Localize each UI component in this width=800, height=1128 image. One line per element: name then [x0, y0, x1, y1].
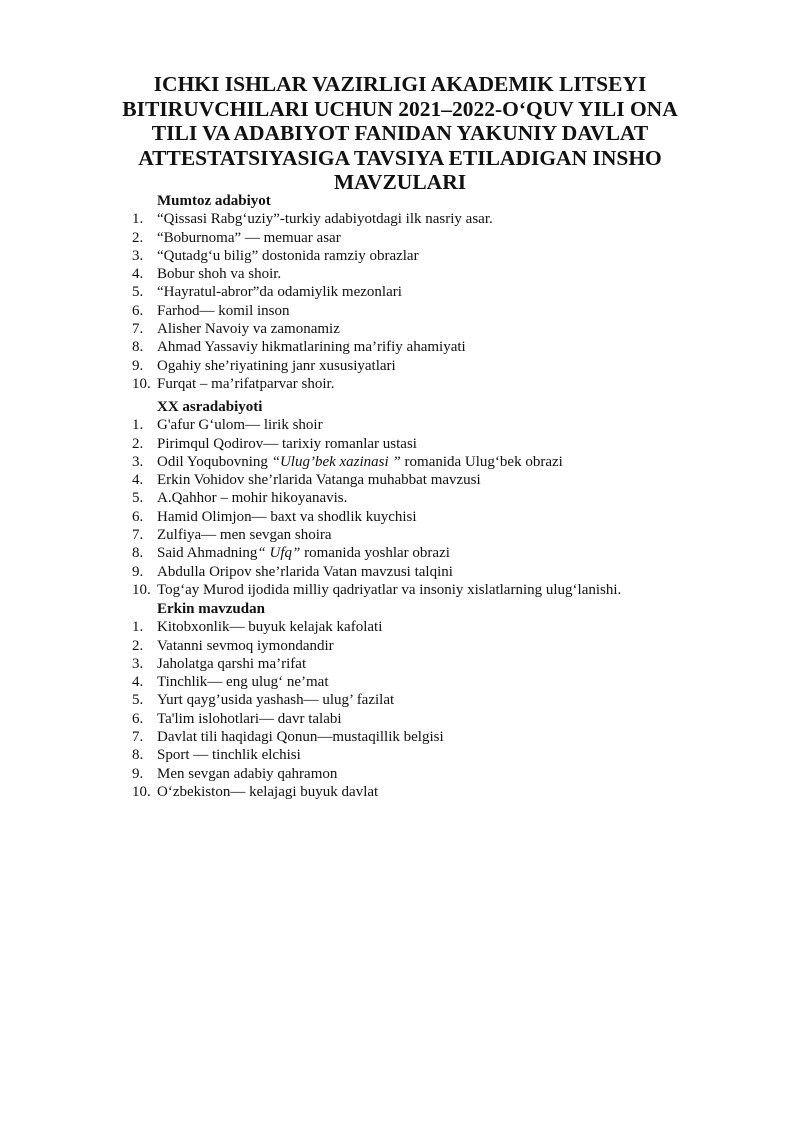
- list-item: [132, 728, 752, 746]
- list-item: [132, 563, 752, 581]
- list-item: [132, 247, 752, 265]
- list-item: [132, 581, 752, 599]
- item-number: 3.: [132, 453, 144, 470]
- list-item: [132, 746, 752, 764]
- item-text: Erkin Vohidov she’rlarida Vatanga muhabbat mavzusi: [157, 472, 481, 489]
- list-item: [132, 453, 752, 471]
- list-item: [132, 302, 752, 320]
- item-number: 4.: [132, 472, 144, 489]
- novel-title: “Ulug’bek xazinasi ”: [271, 453, 401, 470]
- item-number: 6.: [132, 302, 144, 319]
- item-number: 2.: [132, 229, 144, 246]
- document-title: ICHKI ISHLAR VAZIRLIGI AKADEMIK LITSEYI BITIRUVCHILARI UCHUN 2021–2022-O‘QUV YILI ONA TILI VA ADABIYOT FANIDAN YAKUNIY DAVLAT ATTESTATSIYASIGA TAVSIYA ETILADIGAN INSHO MAVZULARI: [122, 72, 678, 194]
- item-number: 5.: [132, 284, 144, 301]
- item-number: 4.: [132, 266, 144, 283]
- section-heading: Erkin mavzudan: [157, 601, 265, 617]
- list-item: [132, 618, 752, 636]
- item-text: Ahmad Yassaviy hikmatlarining ma’rifiy ahamiyati: [157, 339, 466, 356]
- item-text: Yurt qayg’usida yashash— ulug’ fazilat: [157, 692, 395, 709]
- item-text: Alisher Navoiy va zamonamiz: [157, 321, 340, 338]
- list-item: [132, 673, 752, 691]
- section-xx-century-literature: [132, 398, 752, 599]
- item-number: 10.: [132, 581, 151, 598]
- topic-list: [132, 210, 752, 393]
- item-text: Ogahiy she’riyatining janr xususiyatlari: [157, 357, 396, 374]
- item-text: Men sevgan adabiy qahramon: [157, 765, 338, 782]
- list-item: [132, 265, 752, 283]
- item-text-before: Said Ahmadning: [157, 545, 258, 562]
- item-text: A.Qahhor – mohir hikoyanavis.: [157, 490, 348, 507]
- item-number: 7.: [132, 729, 144, 746]
- item-text: Ta'lim islohotlari— davr talabi: [157, 710, 342, 727]
- list-item: [132, 283, 752, 301]
- item-number: 1.: [132, 417, 144, 434]
- item-text: Hamid Olimjon— baxt va shodlik kuychisi: [157, 508, 417, 525]
- item-number: 7.: [132, 527, 144, 544]
- item-text: “Qissasi Rabg‘uziy”-turkiy adabiyotdagi ilk nasriy asar.: [157, 211, 493, 228]
- item-text: Davlat tili haqidagi Qonun—mustaqillik belgisi: [157, 729, 444, 746]
- item-number: 9.: [132, 765, 144, 782]
- item-number: 1.: [132, 619, 144, 636]
- item-number: 2.: [132, 637, 144, 654]
- item-text-before: Odil Yoqubovning: [157, 453, 272, 470]
- item-text: Bobur shoh va shoir.: [157, 266, 282, 283]
- list-item: [132, 338, 752, 356]
- item-text: Furqat – ma’rifatparvar shoir.: [157, 375, 335, 392]
- topic-list: [132, 416, 752, 599]
- section-free-topics: [132, 600, 752, 801]
- list-item: [132, 765, 752, 783]
- item-text: “Boburnoma” — memuar asar: [157, 229, 341, 246]
- item-text: Tinchlik— eng ulug‘ ne’mat: [157, 674, 329, 691]
- item-text: Sport — tinchlik elchisi: [157, 747, 301, 764]
- item-text: “Qutadg‘u bilig” dostonida ramziy obrazlar: [157, 247, 419, 264]
- list-item: [132, 435, 752, 453]
- item-number: 3.: [132, 247, 144, 264]
- list-item: [132, 229, 752, 247]
- item-text: Kitobxonlik— buyuk kelajak kafolati: [157, 619, 383, 636]
- section-heading: Mumtoz adabiyot: [157, 193, 271, 209]
- item-number: 4.: [132, 674, 144, 691]
- item-number: 9.: [132, 357, 144, 374]
- item-number: 2.: [132, 435, 144, 452]
- list-item: [132, 655, 752, 673]
- item-text: Tog‘ay Murod ijodida milliy qadriyatlar va insoniy xislatlarning ulug‘lanishi.: [157, 581, 622, 598]
- item-text: Jaholatga qarshi ma’rifat: [157, 655, 307, 672]
- topic-list: [132, 618, 752, 801]
- list-item: [132, 783, 752, 801]
- list-item: [132, 691, 752, 709]
- item-number: 5.: [132, 692, 144, 709]
- list-item: [132, 710, 752, 728]
- list-item: [132, 416, 752, 434]
- list-item: [132, 357, 752, 375]
- item-text: Abdulla Oripov she’rlarida Vatan mavzusi talqini: [157, 563, 453, 580]
- novel-title: “ Ufq”: [257, 545, 301, 562]
- section-classical-literature: [132, 192, 752, 393]
- list-item: [132, 526, 752, 544]
- item-number: 10.: [132, 783, 151, 800]
- item-text: Vatanni sevmoq iymondandir: [157, 637, 334, 654]
- item-text-after: romanida Ulug‘bek obrazi: [400, 453, 563, 470]
- item-number: 3.: [132, 655, 144, 672]
- item-number: 5.: [132, 490, 144, 507]
- item-number: 6.: [132, 508, 144, 525]
- list-item: [132, 508, 752, 526]
- item-number: 8.: [132, 747, 144, 764]
- list-item: [132, 320, 752, 338]
- list-item: [132, 637, 752, 655]
- list-item: [132, 210, 752, 228]
- item-text: G'afur G‘ulom— lirik shoir: [157, 417, 323, 434]
- item-text: O‘zbekiston— kelajagi buyuk davlat: [157, 783, 379, 800]
- item-number: 8.: [132, 339, 144, 356]
- list-item: [132, 489, 752, 507]
- item-text: Zulfiya— men sevgan shoira: [157, 527, 332, 544]
- item-number: 1.: [132, 211, 144, 228]
- list-item: [132, 544, 752, 562]
- list-item: [132, 471, 752, 489]
- item-number: 9.: [132, 563, 144, 580]
- list-item: [132, 375, 752, 393]
- item-number: 8.: [132, 545, 144, 562]
- item-text: “Hayratul-abror”da odamiylik mezonlari: [157, 284, 402, 301]
- item-text: Farhod— komil inson: [157, 302, 290, 319]
- item-number: 10.: [132, 375, 151, 392]
- item-text: Pirimqul Qodirov— tarixiy romanlar ustasi: [157, 435, 417, 452]
- section-heading: XX asradabiyoti: [157, 399, 263, 415]
- item-number: 6.: [132, 710, 144, 727]
- item-number: 7.: [132, 321, 144, 338]
- item-text-after: romanida yoshlar obrazi: [300, 545, 450, 562]
